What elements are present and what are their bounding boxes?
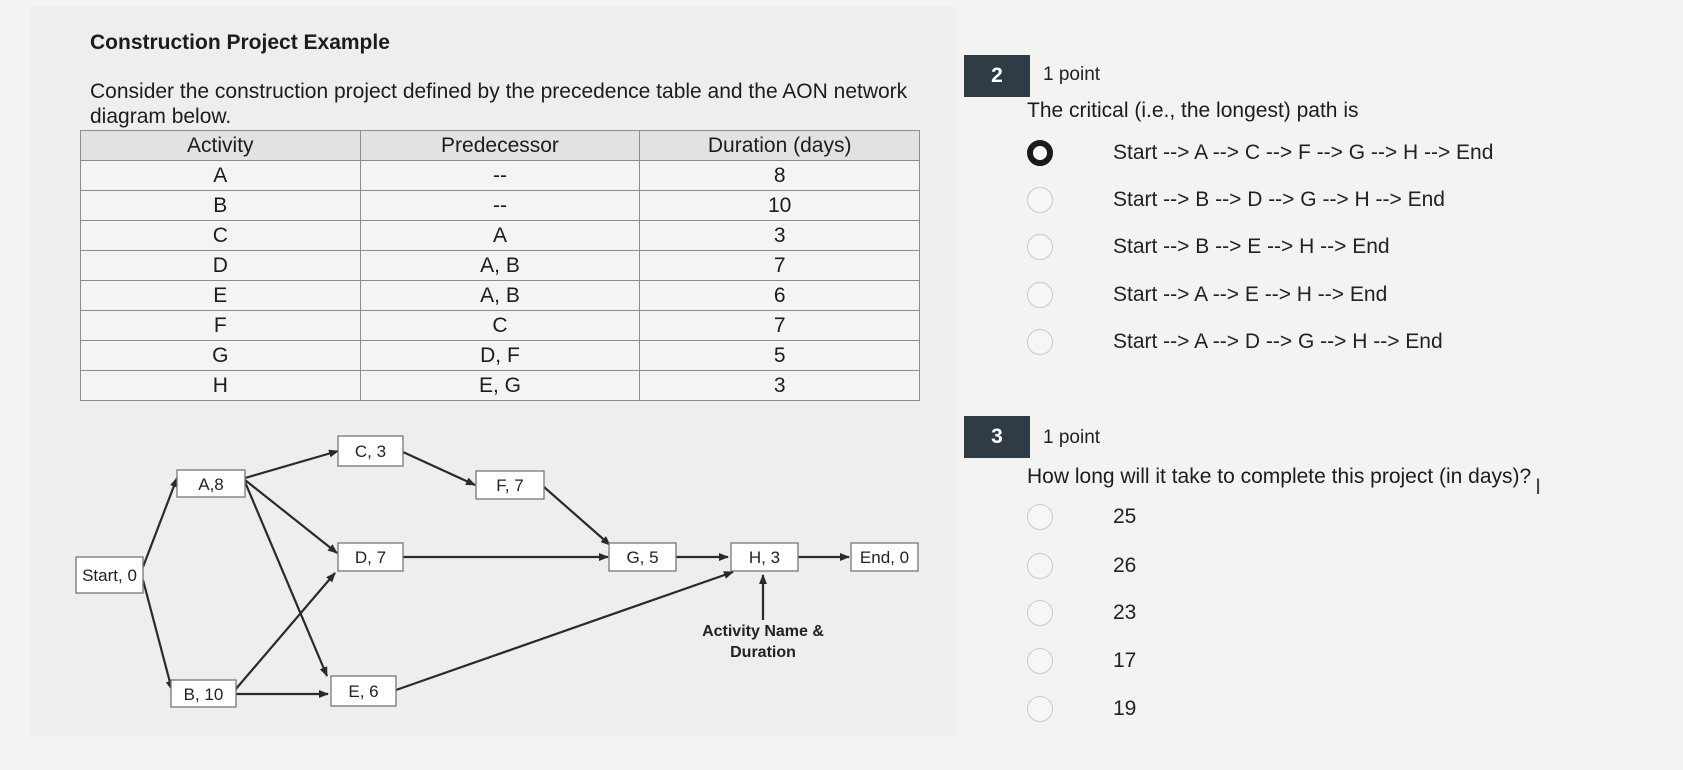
q2-option-4[interactable] <box>1027 280 1387 310</box>
option-label: 26 <box>1113 554 1137 577</box>
edge-a-c <box>245 451 338 478</box>
option-label: Start --> B --> E --> H --> End <box>1113 235 1390 258</box>
edge-a-e <box>245 482 327 676</box>
radio-button[interactable] <box>1027 329 1053 355</box>
node-f-label: F, 7 <box>496 476 524 495</box>
question-number-badge: 3 <box>964 416 1030 458</box>
node-e <box>331 676 396 706</box>
node-e-label: E, 6 <box>348 682 379 701</box>
cell-duration: 5 <box>640 341 920 371</box>
q3-option-5[interactable] <box>1027 694 1136 724</box>
edge-e-h <box>396 572 733 690</box>
cell-duration: 6 <box>640 281 920 311</box>
text-cursor-icon: I <box>1535 474 1542 499</box>
cell-activity: A <box>81 161 361 191</box>
option-label: Start --> A --> C --> F --> G --> H --> End <box>1113 141 1494 164</box>
diagram-note-line2: Duration <box>730 644 796 661</box>
option-label: 23 <box>1113 601 1137 624</box>
intro-text: Consider the construction project defined by the precedence table and the AON network diagram below. <box>90 80 908 128</box>
cell-activity: G <box>81 341 361 371</box>
node-h-label: H, 3 <box>748 548 781 567</box>
question-points: 1 point <box>1043 64 1101 85</box>
node-a-label: A,8 <box>198 475 224 494</box>
cell-predecessor: D, F <box>360 341 640 371</box>
radio-button-selected[interactable] <box>1027 140 1053 166</box>
edge-c-f <box>403 452 475 485</box>
node-b-label: B, 10 <box>183 685 224 704</box>
radio-button[interactable] <box>1027 600 1053 626</box>
q2-option-5[interactable] <box>1027 327 1443 357</box>
question-number-badge: 2 <box>964 55 1030 97</box>
header-activity: Activity <box>81 131 361 161</box>
node-h <box>731 543 798 571</box>
cell-duration: 3 <box>640 371 920 401</box>
question-points: 1 point <box>1043 427 1101 448</box>
node-end-label: End, 0 <box>859 548 910 567</box>
node-c <box>338 436 403 466</box>
radio-button[interactable] <box>1027 504 1053 530</box>
cell-activity: H <box>81 371 361 401</box>
question-prompt: The critical (i.e., the longest) path is <box>1027 99 1359 122</box>
question-prompt: How long will it take to complete this project (in days)? <box>1027 465 1532 488</box>
cell-duration: 3 <box>640 221 920 251</box>
diagram-note-line1: Activity Name & <box>702 623 824 640</box>
node-f <box>476 471 544 499</box>
header-predecessor: Predecessor <box>360 131 640 161</box>
cell-predecessor: -- <box>360 161 640 191</box>
q3-option-4[interactable] <box>1027 646 1136 676</box>
q3-option-2[interactable] <box>1027 551 1136 581</box>
cell-duration: 7 <box>640 311 920 341</box>
cell-activity: C <box>81 221 361 251</box>
page-title: Construction Project Example <box>90 31 390 54</box>
node-c-label: C, 3 <box>354 442 387 461</box>
cell-duration: 10 <box>640 191 920 221</box>
q2-option-1[interactable] <box>1027 138 1493 168</box>
radio-button[interactable] <box>1027 553 1053 579</box>
cell-activity: F <box>81 311 361 341</box>
option-label: Start --> A --> D --> G --> H --> End <box>1113 330 1443 353</box>
radio-button[interactable] <box>1027 648 1053 674</box>
option-label: 19 <box>1113 697 1137 720</box>
cell-duration: 7 <box>640 251 920 281</box>
node-a <box>177 470 245 497</box>
q2-option-3[interactable] <box>1027 232 1390 262</box>
edge-start-b <box>143 580 172 690</box>
cell-duration: 8 <box>640 161 920 191</box>
cell-activity: B <box>81 191 361 221</box>
option-label: Start --> B --> D --> G --> H --> End <box>1113 188 1445 211</box>
cell-activity: E <box>81 281 361 311</box>
edge-start-a <box>143 478 177 567</box>
option-label: 17 <box>1113 649 1137 672</box>
header-duration: Duration (days) <box>640 131 920 161</box>
option-label: Start --> A --> E --> H --> End <box>1113 283 1388 306</box>
node-end <box>851 543 918 571</box>
cell-predecessor: A <box>360 221 640 251</box>
node-start-label: Start, 0 <box>82 566 137 585</box>
edge-b-d <box>235 573 335 690</box>
node-start <box>76 557 143 593</box>
cell-activity: D <box>81 251 361 281</box>
node-d <box>338 543 403 571</box>
radio-button[interactable] <box>1027 696 1053 722</box>
cell-predecessor: A, B <box>360 281 640 311</box>
q3-option-1[interactable] <box>1027 502 1136 532</box>
option-label: 25 <box>1113 505 1137 528</box>
radio-button[interactable] <box>1027 234 1053 260</box>
radio-button[interactable] <box>1027 187 1053 213</box>
cell-predecessor: C <box>360 311 640 341</box>
q3-option-3[interactable] <box>1027 598 1136 628</box>
node-d-label: D, 7 <box>354 548 387 567</box>
node-g <box>609 543 676 571</box>
cell-predecessor: A, B <box>360 251 640 281</box>
cell-predecessor: E, G <box>360 371 640 401</box>
node-g-label: G, 5 <box>626 548 659 567</box>
node-b <box>171 680 236 707</box>
radio-button[interactable] <box>1027 282 1053 308</box>
cell-predecessor: -- <box>360 191 640 221</box>
edge-f-g <box>544 487 610 545</box>
q2-option-2[interactable] <box>1027 185 1445 215</box>
